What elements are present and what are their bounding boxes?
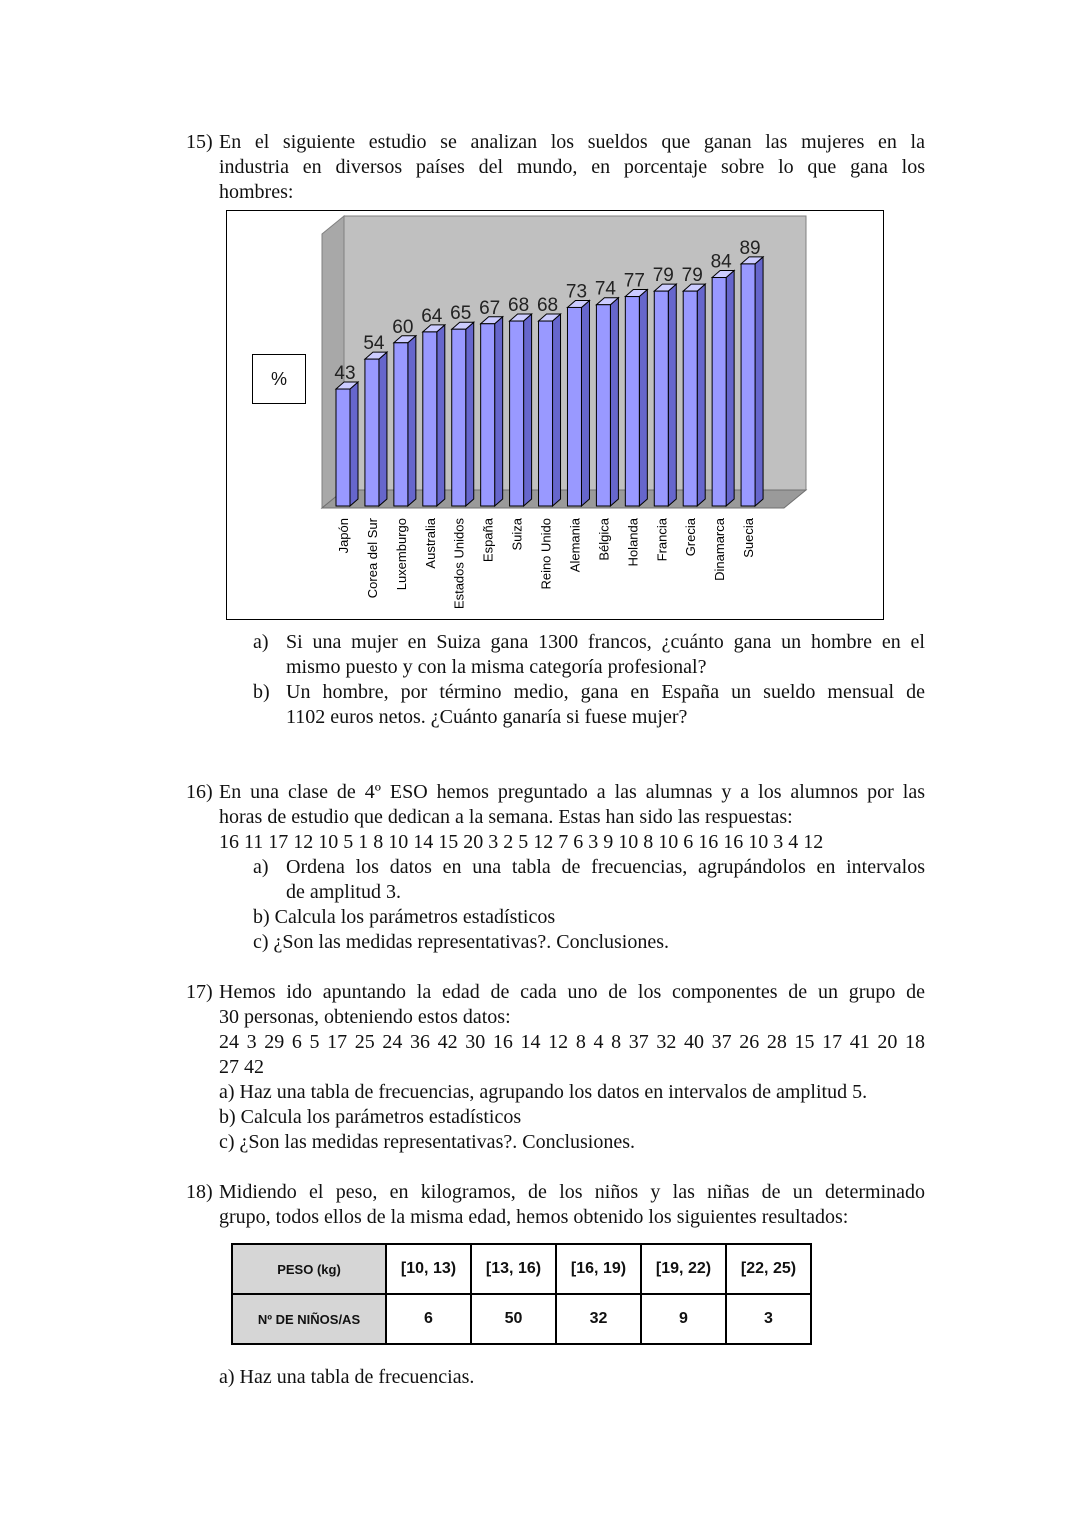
q16-number: 16) bbox=[186, 781, 213, 803]
data-label: 89 bbox=[739, 237, 761, 259]
q17-c: c) ¿Son las medidas representativas?. Conclusiones. bbox=[219, 1131, 635, 1153]
q18-text-line1: Midiendo el peso, en kilogramos, de los niños y las niñas de un determinado bbox=[219, 1181, 925, 1203]
data-label: 79 bbox=[652, 265, 674, 287]
data-label: 43 bbox=[334, 363, 356, 385]
q18-text-line2: grupo, todos ellos de la misma edad, hemos obtenido los siguientes resultados: bbox=[219, 1206, 849, 1228]
q16-a-line1: Ordena los datos en una tabla de frecuencias, agrupándolos en intervalos bbox=[286, 856, 925, 878]
bar bbox=[510, 321, 524, 506]
q17-data-line2: 27 42 bbox=[219, 1056, 264, 1078]
bar bbox=[365, 359, 379, 506]
bar bbox=[567, 307, 581, 506]
data-label: 65 bbox=[450, 303, 472, 325]
q17-text-line1: Hemos ido apuntando la edad de cada uno de los componentes de un grupo de bbox=[219, 981, 925, 1003]
bar bbox=[654, 291, 668, 506]
data-label: 79 bbox=[681, 265, 703, 287]
bar-side bbox=[726, 271, 734, 506]
q16-a-line2: de amplitud 3. bbox=[286, 881, 401, 903]
bar bbox=[539, 321, 553, 506]
data-label: 77 bbox=[623, 270, 645, 292]
bar bbox=[683, 291, 697, 506]
bar bbox=[596, 305, 610, 506]
bar-side bbox=[668, 284, 676, 506]
bar bbox=[452, 329, 466, 506]
category-label: España bbox=[480, 518, 496, 563]
q15-b-line1: Un hombre, por término medio, gana en España un sueldo mensual de bbox=[286, 681, 925, 703]
bar-side bbox=[639, 290, 647, 506]
bar-side bbox=[755, 257, 763, 506]
q18-number: 18) bbox=[186, 1181, 213, 1203]
q17-data-line1: 24 3 29 6 5 17 25 24 36 42 30 16 14 12 8 4 8 37 32 40 37 26 28 15 17 41 20 18 bbox=[219, 1031, 925, 1053]
data-label: 84 bbox=[710, 251, 732, 273]
category-label: Bélgica bbox=[596, 518, 612, 561]
table-cell-count: 3 bbox=[726, 1294, 811, 1344]
bar bbox=[481, 324, 495, 506]
q15-b-label: b) bbox=[253, 681, 270, 703]
bar-side bbox=[350, 382, 358, 506]
q17-text-line2: 30 personas, obteniendo estos datos: bbox=[219, 1006, 511, 1028]
category-label: Japón bbox=[336, 518, 351, 554]
data-label: 73 bbox=[565, 281, 588, 303]
category-label: Francia bbox=[654, 518, 670, 562]
category-label: Reino Unido bbox=[538, 518, 554, 590]
q16-text-line1: En una clase de 4º ESO hemos preguntado a las alumnas y a los alumnos por las bbox=[219, 781, 925, 803]
table-header-count: Nº DE NIÑOS/AS bbox=[232, 1294, 386, 1344]
table-cell-interval: [10, 13) bbox=[386, 1244, 471, 1294]
category-label: Luxemburgo bbox=[393, 518, 409, 591]
q15-number: 15) bbox=[186, 131, 213, 153]
q16-c: c) ¿Son las medidas representativas?. Conclusiones. bbox=[253, 931, 669, 953]
category-label: Dinamarca bbox=[712, 518, 728, 581]
table-cell-count: 6 bbox=[386, 1294, 471, 1344]
table-cell-count: 50 bbox=[471, 1294, 556, 1344]
q16-text-line2: horas de estudio que dedican a la semana. Estas han sido las respuestas: bbox=[219, 806, 793, 828]
bar-side bbox=[466, 322, 474, 506]
table-cell-interval: [16, 19) bbox=[556, 1244, 641, 1294]
q16-b: b) Calcula los parámetros estadísticos bbox=[253, 906, 556, 928]
category-label: Suiza bbox=[509, 518, 525, 551]
category-label: Alemania bbox=[567, 518, 583, 573]
bar bbox=[741, 264, 755, 506]
bar bbox=[336, 389, 350, 506]
bar-side bbox=[437, 325, 445, 506]
bar bbox=[394, 343, 408, 506]
table-row bbox=[232, 1294, 811, 1344]
q16-a-label: a) bbox=[253, 856, 269, 878]
q15-text-line3: hombres: bbox=[219, 181, 294, 203]
table-header-peso: PESO (kg) bbox=[232, 1244, 386, 1294]
q17-a: a) Haz una tabla de frecuencias, agrupando los datos en intervalos de amplitud 5. bbox=[219, 1081, 868, 1103]
bar-side bbox=[408, 336, 416, 506]
table-cell-interval: [13, 16) bbox=[471, 1244, 556, 1294]
bar-side bbox=[610, 298, 618, 506]
table-cell-interval: [22, 25) bbox=[726, 1244, 811, 1294]
category-label: Australia bbox=[422, 518, 438, 569]
table-row bbox=[232, 1244, 811, 1294]
table-cell-interval: [19, 22) bbox=[641, 1244, 726, 1294]
data-label: 74 bbox=[594, 278, 616, 300]
q17-b: b) Calcula los parámetros estadísticos bbox=[219, 1106, 522, 1128]
bar bbox=[423, 332, 437, 506]
data-label: 67 bbox=[479, 297, 501, 319]
q15-a-line1: Si una mujer en Suiza gana 1300 francos, ¿cuánto gana un hombre en el bbox=[286, 631, 925, 653]
category-label: Grecia bbox=[683, 518, 699, 557]
bar-side bbox=[524, 314, 532, 506]
q17-number: 17) bbox=[186, 981, 213, 1003]
q15-b-line2: 1102 euros netos. ¿Cuánto ganaría si fuese mujer? bbox=[286, 706, 688, 728]
q16-data: 16 11 17 12 10 5 1 8 10 14 15 20 3 2 5 12 7 6 3 9 10 8 10 6 16 16 10 3 4 12 bbox=[219, 831, 824, 853]
data-label: 54 bbox=[363, 333, 385, 355]
q15-a-line2: mismo puesto y con la misma categoría profesional? bbox=[286, 656, 707, 678]
chart-ylabel: % bbox=[252, 354, 306, 404]
bar-side bbox=[697, 284, 705, 506]
category-label: Corea del Sur bbox=[364, 518, 380, 599]
bar bbox=[712, 278, 726, 506]
table-cell-count: 32 bbox=[556, 1294, 641, 1344]
bar-side bbox=[581, 300, 589, 506]
category-label: Suecia bbox=[741, 518, 757, 558]
bar-chart bbox=[226, 210, 884, 620]
q15-a-label: a) bbox=[253, 631, 269, 653]
category-label: Estados Unidos bbox=[451, 518, 467, 610]
data-label: 68 bbox=[508, 295, 530, 317]
weight-table bbox=[231, 1243, 812, 1345]
bar-side bbox=[379, 352, 387, 506]
category-label: Holanda bbox=[625, 518, 641, 567]
q15-text-line1: En el siguiente estudio se analizan los sueldos que ganan las mujeres en la bbox=[219, 131, 925, 153]
data-label: 68 bbox=[536, 295, 559, 317]
q18-a: a) Haz una tabla de frecuencias. bbox=[219, 1366, 475, 1388]
bar bbox=[625, 297, 639, 506]
bar-side bbox=[495, 317, 503, 506]
table-cell-count: 9 bbox=[641, 1294, 726, 1344]
data-label: 60 bbox=[392, 316, 414, 338]
bar-side bbox=[553, 314, 561, 506]
data-label: 64 bbox=[421, 305, 443, 327]
q15-text-line2: industria en diversos países del mundo, en porcentaje sobre lo que gana los bbox=[219, 156, 925, 178]
